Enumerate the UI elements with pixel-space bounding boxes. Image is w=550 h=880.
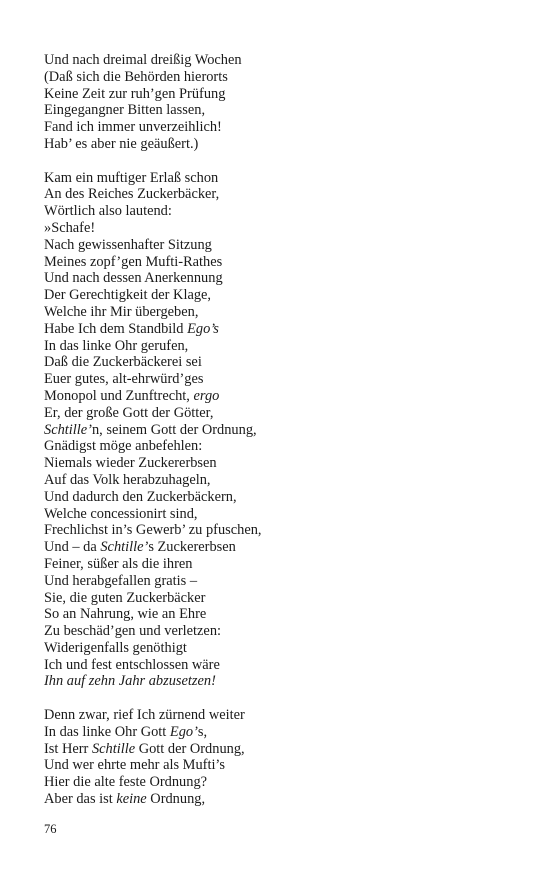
verse-line — [44, 657, 524, 674]
verse-line — [44, 86, 524, 103]
text-segment: Der Gerechtigkeit der Klage, — [44, 287, 212, 304]
verse-line — [44, 321, 524, 338]
verse-line — [44, 573, 524, 590]
verse-line — [44, 640, 524, 657]
verse-line — [44, 119, 524, 136]
verse-line — [44, 623, 524, 640]
verse-line — [44, 338, 524, 355]
text-segment: Denn zwar, rief Ich zürnend weiter — [44, 707, 245, 724]
text-segment: Euer gutes, alt-ehrwürd’ges — [44, 371, 204, 388]
verse-line — [44, 270, 524, 287]
text-segment: Wörtlich also lautend: — [44, 203, 172, 220]
italic-text: Ego’ — [169, 723, 198, 740]
text-segment: n, seinem Gott der Ordnung, — [91, 421, 257, 438]
verse-line — [44, 405, 524, 422]
verse-line — [44, 422, 524, 439]
verse-line — [44, 237, 524, 254]
poem-text — [44, 52, 524, 825]
verse-line — [44, 52, 524, 69]
verse-line — [44, 69, 524, 86]
text-segment: Sie, die guten Zuckerbäcker — [44, 589, 206, 606]
verse-line — [44, 102, 524, 119]
text-segment: Nach gewissenhafter Sitzung — [44, 236, 212, 253]
verse-line — [44, 304, 524, 321]
text-segment: So an Nahrung, wie an Ehre — [44, 606, 207, 623]
italic-text: Schtille’ — [44, 421, 92, 438]
text-segment: Welche ihr Mir übergeben, — [44, 303, 199, 320]
verse-line — [44, 186, 524, 203]
verse-line — [44, 254, 524, 271]
text-segment: Daß die Zuckerbäckerei sei — [44, 354, 202, 371]
stanza — [44, 707, 524, 808]
verse-line — [44, 741, 524, 758]
text-segment: Keine Zeit zur ruh’gen Prüfung — [44, 85, 226, 102]
text-segment: (Daß sich die Behörden hierorts — [44, 68, 228, 85]
text-segment: »Schafe! — [44, 219, 96, 236]
italic-text: Ego’s — [187, 320, 219, 337]
stanza — [44, 170, 524, 691]
text-segment: Ordnung, — [146, 791, 206, 808]
verse-line — [44, 136, 524, 153]
verse-line — [44, 707, 524, 724]
text-segment: s Zuckererbsen — [148, 539, 236, 556]
text-segment: Niemals wieder Zuckererbsen — [44, 455, 217, 472]
verse-line — [44, 287, 524, 304]
text-segment: An des Reiches Zuckerbäcker, — [44, 186, 220, 203]
verse-line — [44, 590, 524, 607]
text-segment: Aber das ist — [44, 791, 117, 808]
text-segment: s, — [197, 723, 208, 740]
verse-line — [44, 774, 524, 791]
italic-text: ergo — [193, 387, 220, 404]
verse-line — [44, 724, 524, 741]
stanza — [44, 52, 524, 153]
verse-line — [44, 506, 524, 523]
verse-line — [44, 203, 524, 220]
text-segment: Und nach dreimal dreißig Wochen — [44, 52, 242, 68]
text-segment: Eingegangner Bitten lassen, — [44, 102, 206, 119]
text-segment: Und dadurch den Zuckerbäckern, — [44, 488, 237, 505]
verse-line — [44, 757, 524, 774]
text-segment: Und – da — [44, 539, 101, 556]
verse-line — [44, 673, 524, 690]
verse-line — [44, 522, 524, 539]
text-segment: Fand ich immer unverzeihlich! — [44, 119, 222, 136]
text-segment: Widerigenfalls genöthigt — [44, 639, 187, 656]
italic-text: keine — [116, 791, 147, 808]
verse-line — [44, 489, 524, 506]
verse-line — [44, 354, 524, 371]
text-segment: Er, der große Gott der Götter, — [44, 404, 214, 421]
text-segment: Und wer ehrte mehr als Mufti’s — [44, 757, 226, 774]
italic-text: Schtille’ — [100, 539, 149, 556]
text-segment: Ist Herr — [44, 740, 92, 757]
text-segment: Kam ein muftiger Erlaß schon — [44, 169, 219, 186]
verse-line — [44, 438, 524, 455]
verse-line — [44, 371, 524, 388]
verse-line — [44, 539, 524, 556]
text-segment: In das linke Ohr gerufen, — [44, 337, 189, 354]
page-number: 76 — [44, 822, 57, 836]
verse-line — [44, 388, 524, 405]
text-segment: Und nach dessen Anerkennung — [44, 270, 223, 287]
text-segment: Und herabgefallen gratis – — [44, 572, 198, 589]
text-segment: Meines zopf’gen Mufti-Rathes — [44, 253, 223, 270]
text-segment: Monopol und Zunftrecht, — [44, 387, 194, 404]
text-segment: Auf das Volk herabzuhageln, — [44, 471, 211, 488]
text-segment: Feiner, süßer als die ihren — [44, 555, 193, 572]
text-segment: Habe Ich dem Standbild — [44, 320, 188, 337]
text-segment: In das linke Ohr Gott — [44, 723, 170, 740]
verse-line — [44, 791, 524, 808]
verse-line — [44, 556, 524, 573]
verse-line — [44, 472, 524, 489]
text-segment: Frechlichst in’s Gewerb’ zu pfuschen, — [44, 522, 262, 539]
verse-line — [44, 455, 524, 472]
verse-line — [44, 170, 524, 187]
italic-text: Ihn auf zehn Jahr abzusetzen! — [44, 673, 216, 690]
text-segment: Hier die alte feste Ordnung? — [44, 774, 208, 791]
text-segment: Zu beschäd’gen und verletzen: — [44, 623, 222, 640]
text-segment: Ich und fest entschlossen wäre — [44, 656, 220, 673]
text-segment: Hab’ es aber nie geäußert.) — [44, 135, 199, 152]
text-segment: Gott der Ordnung, — [135, 740, 245, 757]
verse-line — [44, 220, 524, 237]
italic-text: Schtille — [91, 740, 136, 757]
text-segment: Welche concessionirt sind, — [44, 505, 198, 522]
verse-line — [44, 606, 524, 623]
text-segment: Gnädigst möge anbefehlen: — [44, 438, 203, 455]
